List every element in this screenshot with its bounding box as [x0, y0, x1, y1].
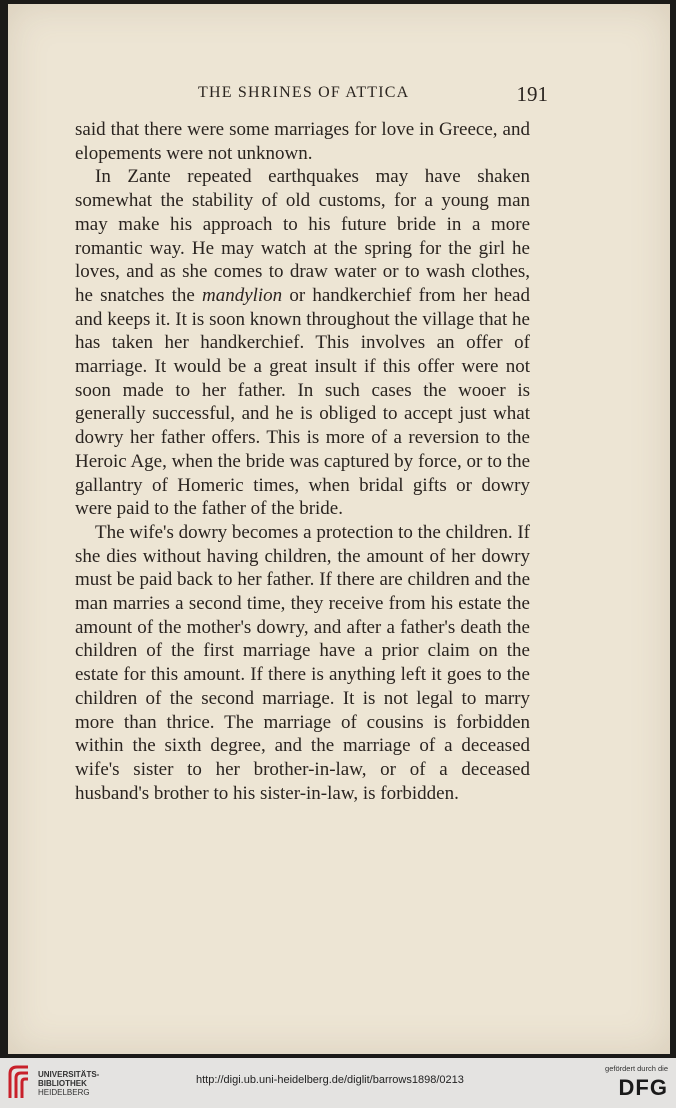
paragraph-2-part-2: or handkerchief from her head and keeps it. It is soon known throughout the village that he has taken her handkerchief. This involves an offer of marriage. It would be a great insult if this offer were not soon made to her father. In such cases the wooer is generally successful, and he is obliged to accept just what dowry her father offers. This is more of a reversion to the Heroic Age, when the bride was captured by force, or to the gallantry of Homeric times, when bridal gifts or dowry were paid to the father of the bride.: [75, 284, 530, 520]
permalink-url[interactable]: http://digi.ub.uni-heidelberg.de/diglit/barrows1898/0213: [196, 1074, 464, 1086]
running-head: [78, 82, 548, 108]
paragraph-3: The wife's dowry becomes a protection to the children. If she dies without having children, the amount of her dowry must be paid back to her father. If there are children and the man marries a second time, they receive from his estate the amount of the mother's dowry, and after a father's death the children of the first marriage have a prior claim on the estate for this amount. If there is anything left it goes to the children of the second marriage. It is not legal to marry more than thrice. The marriage of cousins is forbidden within the sixth degree, and the marriage of a deceased wife's sister to her brother-in-law, or of a deceased husband's brother to his sister-in-law, is forbidden.: [75, 521, 530, 804]
library-line-3: HEIDELBERG: [38, 1088, 90, 1097]
paragraph-2: [75, 165, 530, 521]
italic-term: mandylion: [201, 284, 283, 306]
page-number: 191: [516, 82, 548, 106]
paragraph-1: said that there were some marriages for love in Greece, and elopements were not unknown.: [75, 119, 530, 164]
viewer-footer: [0, 1058, 676, 1108]
library-line-2: BIBLIOTHEK: [38, 1079, 87, 1088]
library-name: [38, 1070, 99, 1097]
library-logo-icon[interactable]: [6, 1064, 32, 1100]
running-title: THE SHRINES OF ATTICA: [198, 84, 410, 101]
funding-note: gefördert durch die: [605, 1064, 668, 1073]
library-line-1: UNIVERSITÄTS-: [38, 1070, 100, 1079]
body-text: [75, 118, 530, 805]
funder-block: [605, 1064, 668, 1101]
dfg-logo-icon[interactable]: DFG: [618, 1075, 668, 1100]
paragraph-2-part-1: In Zante repeated earthquakes may have shaken somewhat the stability of old customs, for a young man may make his approach to his future bride in a more romantic way. He may watch at the spring for the girl he loves, and as she comes to draw water or to wash clothes, he snatches the: [75, 166, 530, 306]
